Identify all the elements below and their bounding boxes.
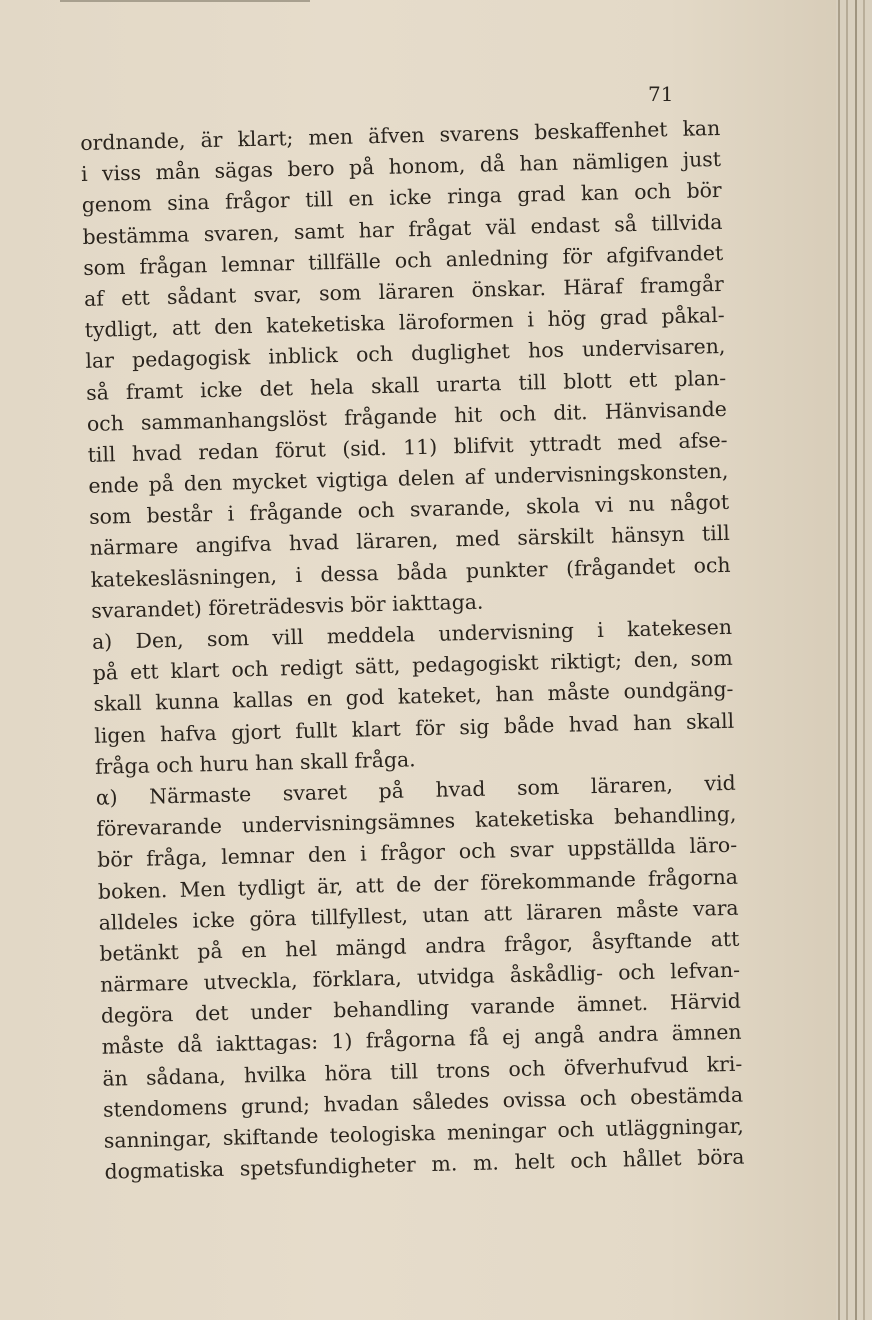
page-edge [863,0,865,1320]
text-line: i viss mån sägas bero på honom, då han nämligen just [80,147,722,187]
text-line: ordnande, är klart; men äfven svarens beskaffenhet kan [80,115,721,155]
text-line: betänkt på en hel mängd andra frågor, åsyftande att [99,926,740,966]
text-line: och sammanhangslöst frågande hit och dit. Hänvisande [86,396,728,436]
text-line: alldeles icke göra tillfyllest, utan att läraren måste vara [98,895,739,935]
text-line: så framt icke det hela skall urarta till blott ett plan- [85,365,727,405]
text-line: än sådana, hvilka höra till trons och öfverhufvud kri- [102,1051,743,1091]
text-line: måste då iakttagas: 1) frågorna få ej angå andra ämnen [101,1020,742,1060]
text-line: a) Den, som vill meddela undervisning i katekesen [91,614,733,654]
text-line: förevarande undervisningsämnes kateketiska behandling, [96,801,737,841]
text-line: lar pedagogisk inblick och duglighet hos undervisaren, [85,334,726,374]
text-line: katekesläsningen, i dessa båda punkter (frågandet och [90,552,731,592]
body-text [80,113,745,1188]
page-edge [838,0,840,1320]
text-line: som frågan lemnar tillfälle och anledning för afgifvandet [83,240,724,280]
text-line: bestämma svaren, samt har frågat väl endast så tillvida [82,209,723,249]
text-line: som består i frågande och svarande, skola vi nu något [88,490,730,530]
page-number: 71 [648,82,674,106]
text-line: bör fråga, lemnar den i frågor och svar uppställda läro- [96,833,738,873]
page-edge [855,0,857,1320]
text-line: till hvad redan förut (sid. 11) blifvit yttradt med afse- [87,427,728,467]
text-line: stendomens grund; hvadan således ovissa och obestämda [102,1082,744,1122]
top-rule [60,0,310,2]
text-line: närmare angifva hvad läraren, med särskilt hänsyn till [89,521,731,561]
text-line: sanningar, skiftande teologiska meningar och utläggningar, [103,1113,744,1153]
text-line: boken. Men tydligt är, att de der förekommande frågorna [97,864,739,904]
text-line: α) Närmaste svaret på hvad som läraren, vid [95,770,736,810]
text-line: dogmatiska spetsfundigheter m. m. helt och hållet böra [104,1144,745,1184]
page-edge [846,0,848,1320]
text-line: degöra det under behandling varande ämnet. Härvid [100,988,742,1029]
text-line: fråga och huru han skall fråga. [94,747,416,779]
text-line: genom sina frågor till en icke ringa grad kan och bör [81,178,722,218]
text-line: af ett sådant svar, som läraren önskar. Häraf framgår [83,271,725,311]
text-line: närmare utveckla, förklara, utvidga åskådlig- och lefvan- [99,957,741,997]
text-line: skall kunna kallas en god kateket, han måste oundgäng- [93,677,734,717]
text-line: på ett klart och redigt sätt, pedagogiskt riktigt; den, som [92,645,733,686]
text-line: ende på den mycket vigtiga delen af undervisningskonsten, [88,458,729,498]
text-line: ligen hafva gjort fullt klart för sig både hvad han skall [94,708,735,748]
text-line: tydligt, att den kateketiska läroformen i hög grad påkal- [84,302,725,343]
text-line: svarandet) företrädesvis bör iakttaga. [91,589,484,623]
